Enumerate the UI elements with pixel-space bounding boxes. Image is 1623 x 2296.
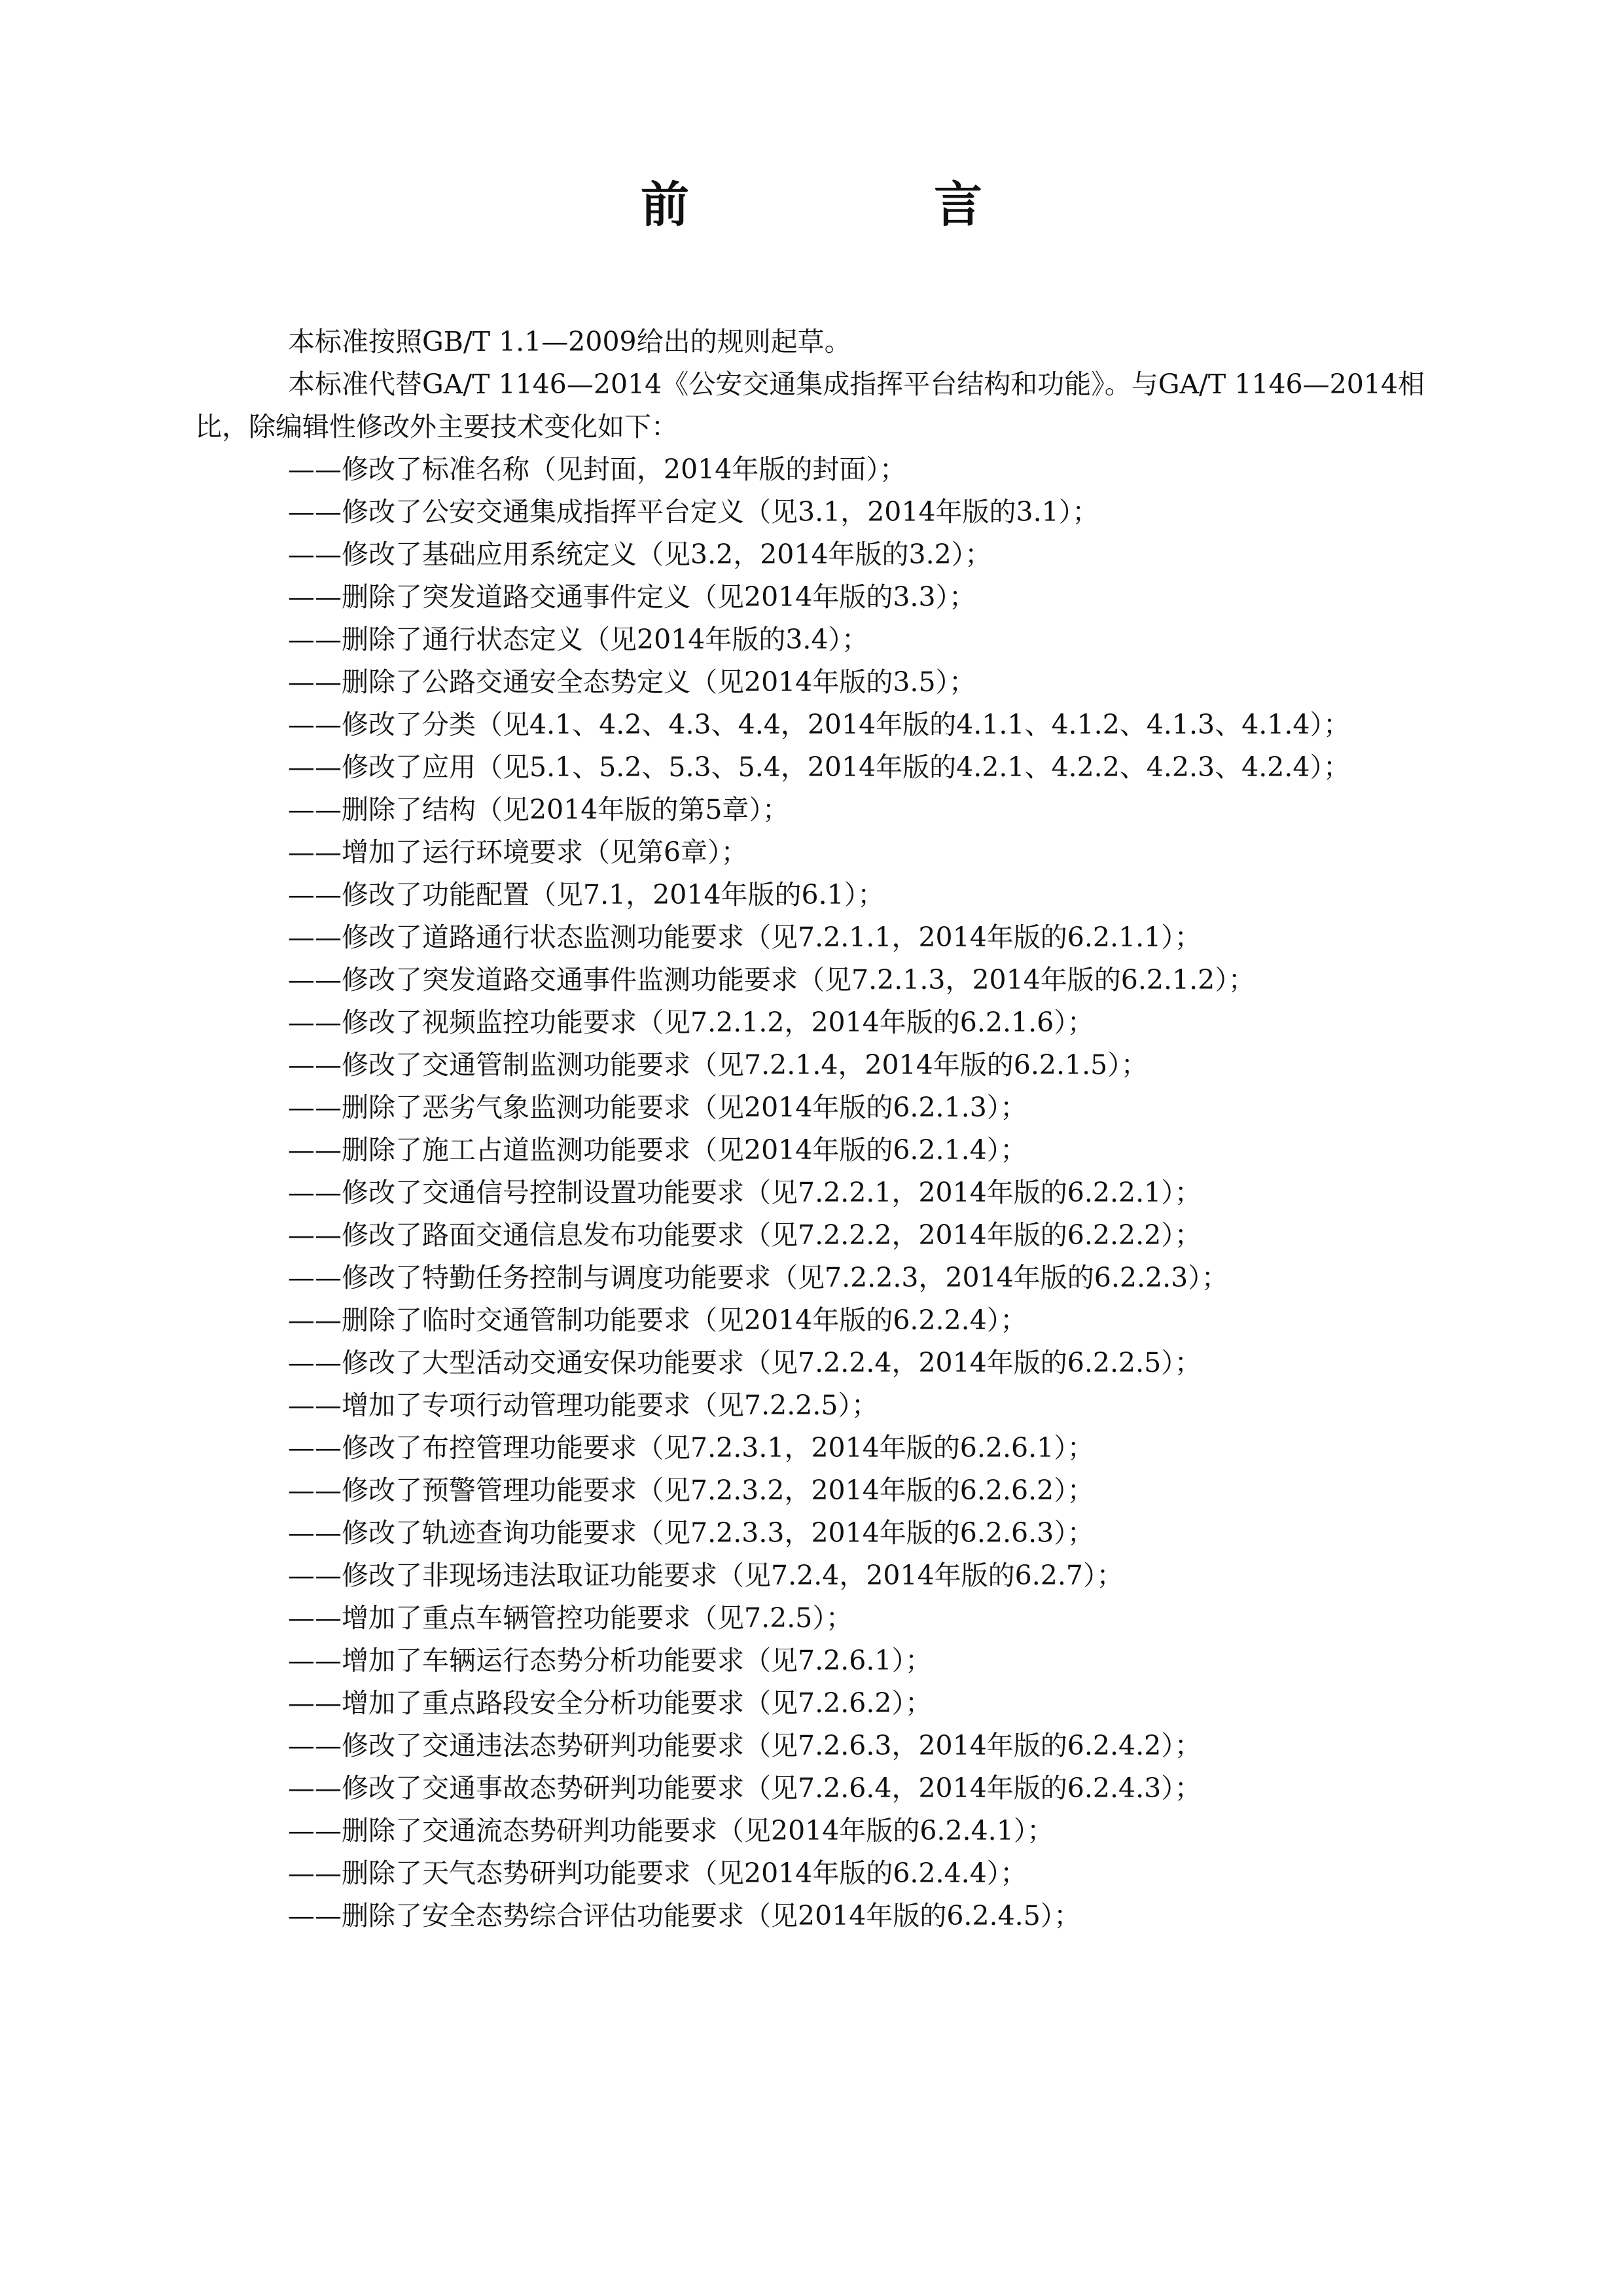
list-item: ——删除了安全态势综合评估功能要求（见2014年版的6.2.4.5）； xyxy=(288,1900,1081,1931)
list-item: ——增加了专项行动管理功能要求（见7.2.2.5）； xyxy=(288,1390,878,1421)
paragraph-drafting-rules: 本标准按照GB/T 1.1—2009给出的规则起草。 xyxy=(288,326,851,357)
list-item: ——修改了交通信号控制设置功能要求（见7.2.2.1，2014年版的6.2.2.1）； xyxy=(288,1177,1202,1208)
foreword-body xyxy=(195,321,1441,1937)
list-item: ——修改了基础应用系统定义（见3.2，2014年版的3.2）； xyxy=(288,539,992,570)
list-item: ——修改了轨迹查询功能要求（见7.2.3.3，2014年版的6.2.6.3）； xyxy=(288,1517,1094,1549)
list-item: ——增加了重点路段安全分析功能要求（见7.2.6.2）； xyxy=(288,1687,932,1719)
list-item: ——增加了运行环境要求（见第6章）； xyxy=(288,836,748,868)
changes-list xyxy=(195,448,1441,1937)
list-item: ——删除了公路交通安全态势定义（见2014年版的3.5）； xyxy=(288,666,976,698)
list-item: ——增加了车辆运行态势分析功能要求（见7.2.6.1）； xyxy=(288,1645,932,1676)
list-item: ——删除了突发道路交通事件定义（见2014年版的3.3）； xyxy=(288,581,976,613)
list-item: ——修改了特勤任务控制与调度功能要求（见7.2.2.3，2014年版的6.2.2.3）； xyxy=(288,1262,1228,1293)
list-item: ——删除了施工占道监测功能要求（见2014年版的6.2.1.4）； xyxy=(288,1134,1027,1166)
list-item: ——修改了交通违法态势研判功能要求（见7.2.6.3，2014年版的6.2.4.2）； xyxy=(288,1730,1202,1761)
list-item: ——修改了交通管制监测功能要求（见7.2.1.4，2014年版的6.2.1.5）； xyxy=(288,1049,1148,1081)
list-item: ——修改了大型活动交通安保功能要求（见7.2.2.4，2014年版的6.2.2.5）； xyxy=(288,1347,1202,1378)
page-title: 前 言 xyxy=(641,177,1080,233)
list-item: ——增加了重点车辆管控功能要求（见7.2.5）； xyxy=(288,1602,853,1634)
list-item: ——删除了天气态势研判功能要求（见2014年版的6.2.4.4）； xyxy=(288,1857,1027,1889)
list-item: ——修改了布控管理功能要求（见7.2.3.1，2014年版的6.2.6.1）； xyxy=(288,1432,1094,1463)
list-item: ——修改了应用（见5.1、5.2、5.3、5.4，2014年版的4.2.1、4.2.2、4.2.3、4.2.4）； xyxy=(288,751,1350,783)
list-item: ——删除了交通流态势研判功能要求（见2014年版的6.2.4.1）； xyxy=(288,1815,1054,1846)
list-item: ——修改了标准名称（见封面，2014年版的封面）； xyxy=(288,454,906,485)
list-item: ——删除了通行状态定义（见2014年版的3.4）； xyxy=(288,624,869,655)
list-item: ——修改了路面交通信息发布功能要求（见7.2.2.2，2014年版的6.2.2.2）； xyxy=(288,1219,1202,1251)
list-item: ——修改了视频监控功能要求（见7.2.1.2，2014年版的6.2.1.6）； xyxy=(288,1007,1094,1038)
list-item: ——修改了预警管理功能要求（见7.2.3.2，2014年版的6.2.6.2）； xyxy=(288,1475,1094,1506)
list-item: ——删除了临时交通管制功能要求（见2014年版的6.2.2.4）； xyxy=(288,1304,1027,1336)
list-item: ——修改了交通事故态势研判功能要求（见7.2.6.4，2014年版的6.2.4.3）； xyxy=(288,1772,1202,1804)
paragraph-replacement-statement: 本标准代替GA/T 1146—2014《公安交通集成指挥平台结构和功能》。与GA/T 1146—2014相比，除编辑性修改外主要技术变化如下： xyxy=(195,368,1425,442)
list-item: ——修改了公安交通集成指挥平台定义（见3.1，2014年版的3.1）； xyxy=(288,496,1099,528)
list-item: ——修改了突发道路交通事件监测功能要求（见7.2.1.3，2014年版的6.2.1.2）； xyxy=(288,964,1255,996)
list-item: ——修改了分类（见4.1、4.2、4.3、4.4，2014年版的4.1.1、4.1.2、4.1.3、4.1.4）； xyxy=(288,709,1350,740)
list-item: ——修改了非现场违法取证功能要求（见7.2.4，2014年版的6.2.7）； xyxy=(288,1560,1124,1591)
list-item: ——修改了道路通行状态监测功能要求（见7.2.1.1，2014年版的6.2.1.1）； xyxy=(288,922,1202,953)
list-item: ——删除了结构（见2014年版的第5章）； xyxy=(288,794,789,825)
list-item: ——删除了恶劣气象监测功能要求（见2014年版的6.2.1.3）； xyxy=(288,1092,1027,1123)
list-item: ——修改了功能配置（见7.1，2014年版的6.1）； xyxy=(288,879,885,910)
